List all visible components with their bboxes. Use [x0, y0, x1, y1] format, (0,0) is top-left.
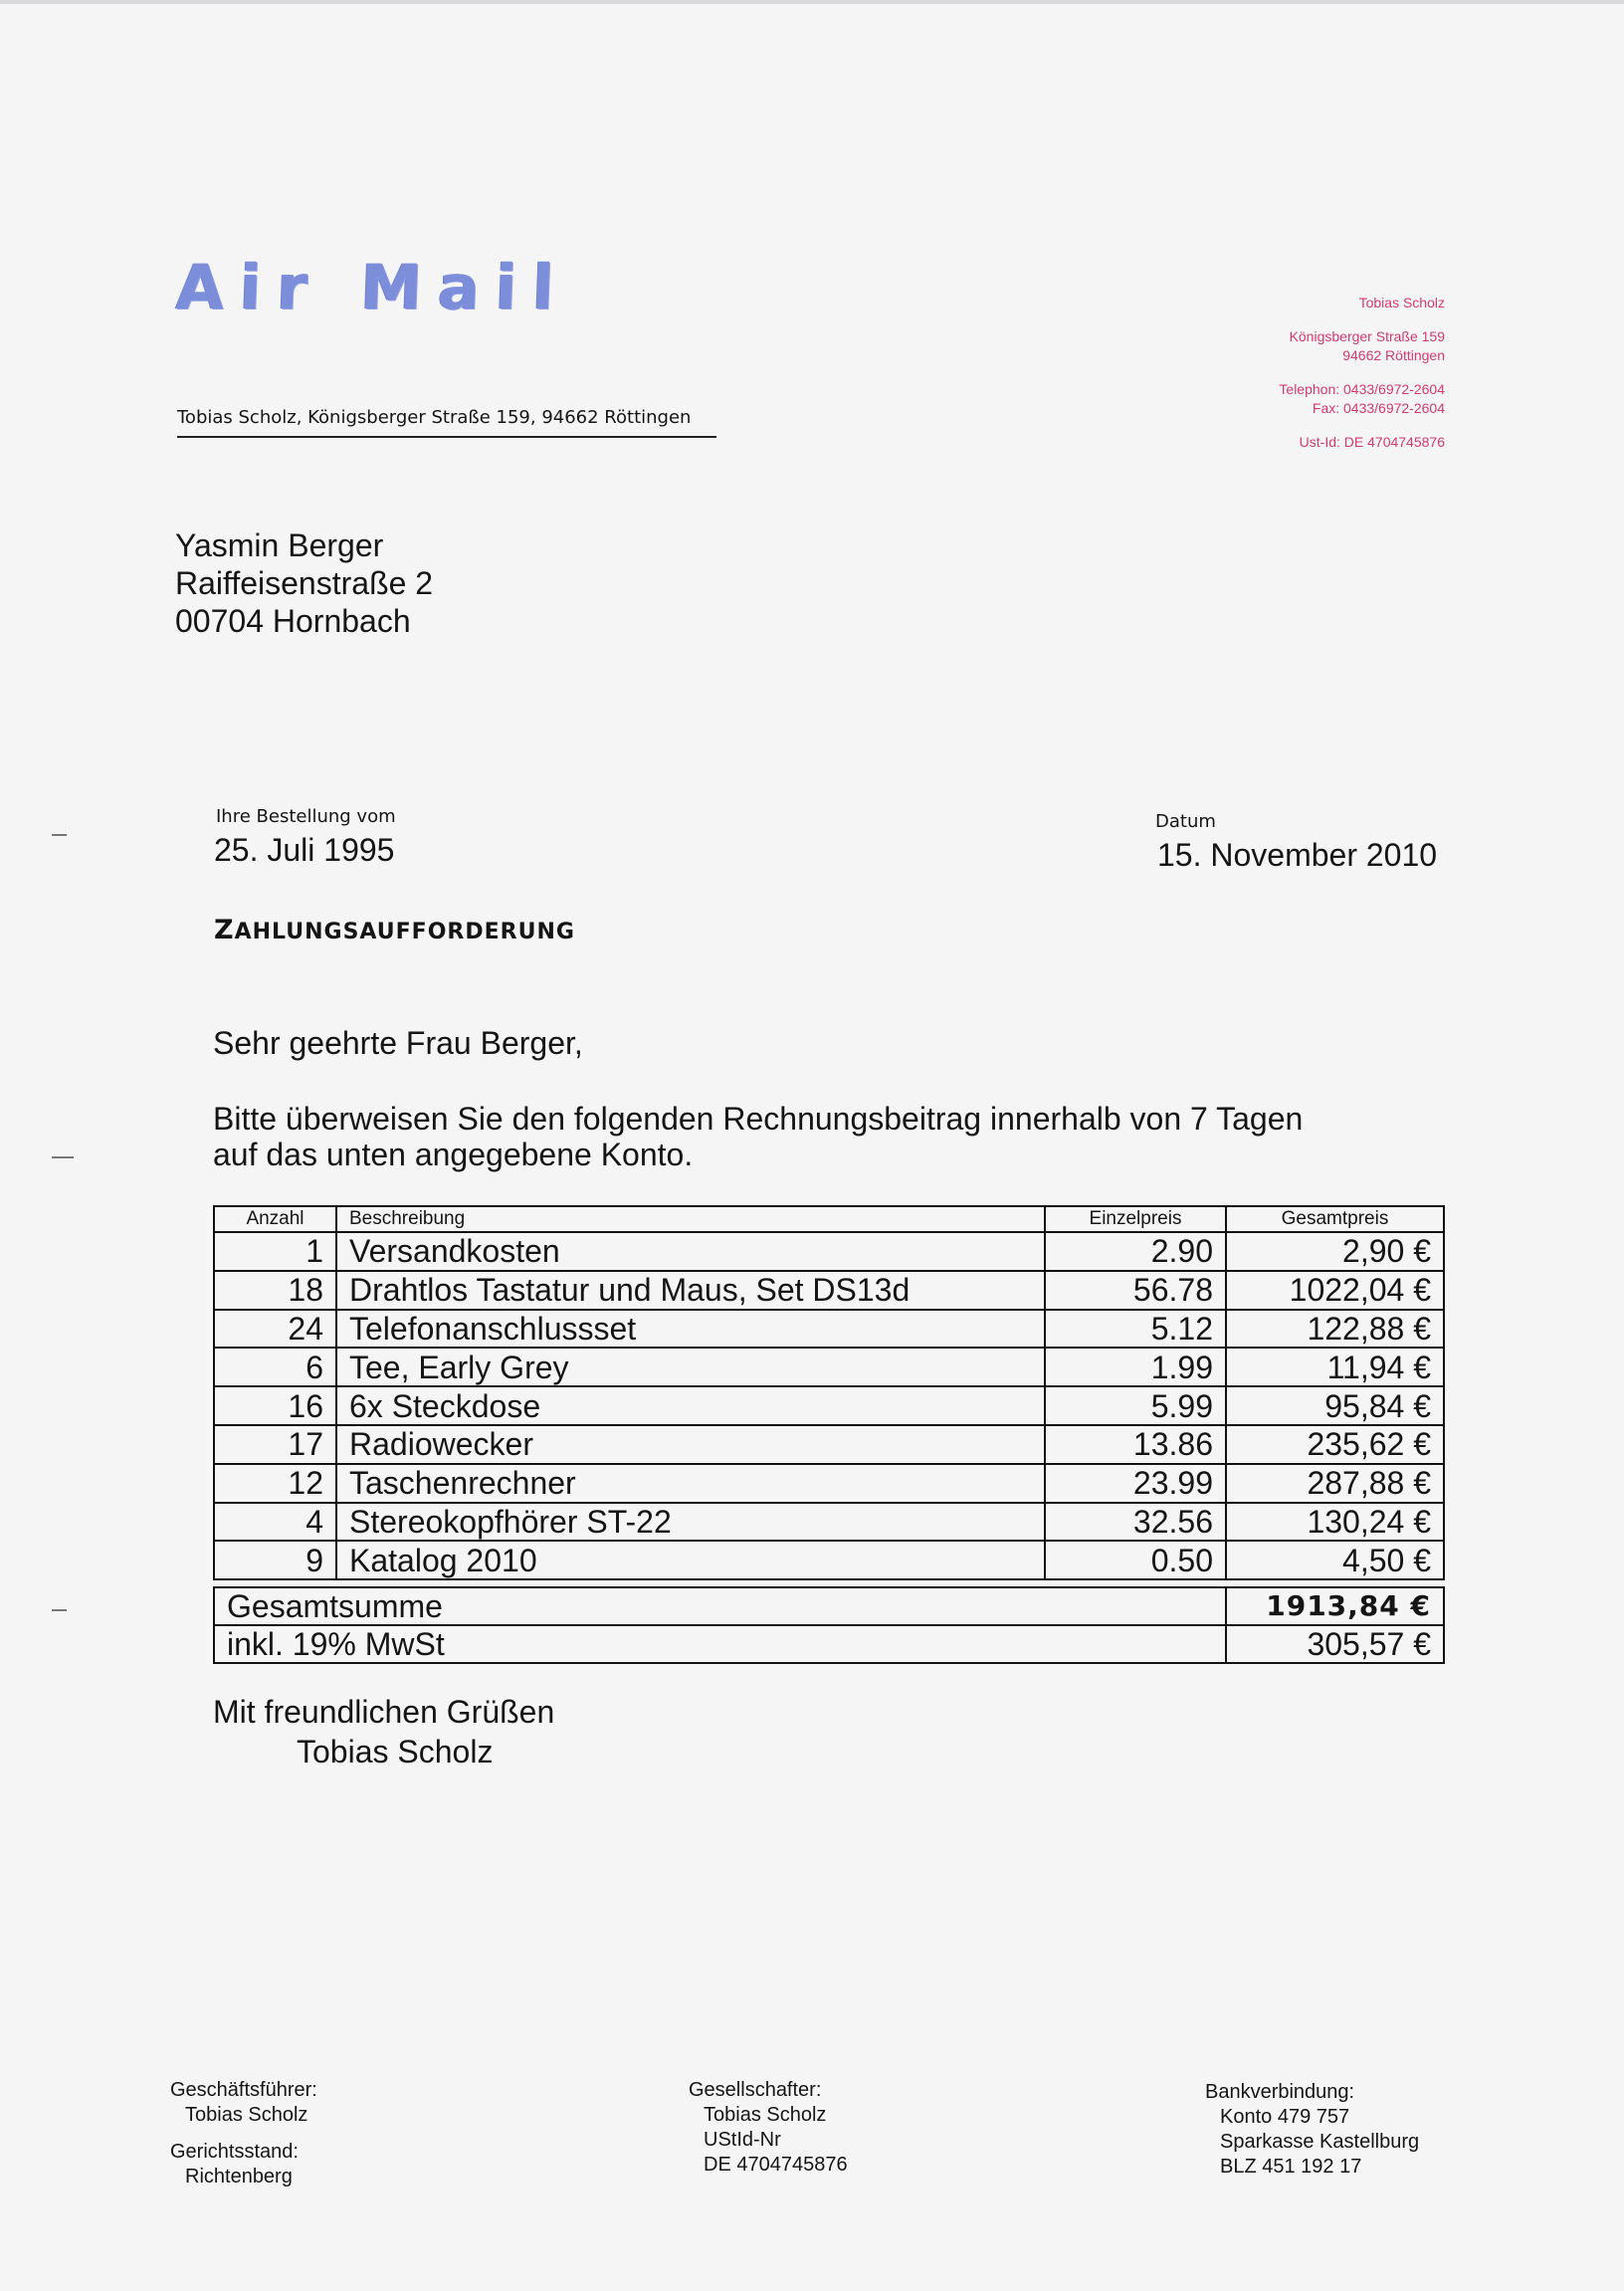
invoice-row: [214, 1386, 1444, 1425]
quantity-cell: 4: [214, 1503, 336, 1542]
recipient-name: Yasmin Berger: [175, 527, 384, 563]
total-price-cell: 122,88 €: [1226, 1310, 1444, 1349]
total-price-cell: 130,24 €: [1226, 1503, 1444, 1542]
bank-name: Sparkasse Kastellburg: [1220, 2131, 1420, 2153]
bank-label: Bankverbindung:: [1205, 2081, 1355, 2103]
invoice-row: [214, 1348, 1444, 1386]
letterhead-spacer: [1146, 312, 1445, 327]
unit-price-cell: 13.86: [1045, 1425, 1226, 1464]
body-line-1: Bitte überweisen Sie den folgenden Rechnungsbeitrag innerhalb von 7 Tagen: [213, 1101, 1304, 1137]
invoice-row: [214, 1541, 1444, 1579]
description-cell: Radiowecker: [336, 1425, 1045, 1464]
invoice-row: [214, 1464, 1444, 1503]
letterhead-spacer: [1146, 365, 1445, 380]
unit-price-cell: 32.56: [1045, 1503, 1226, 1542]
managing-director: Tobias Scholz: [185, 2104, 308, 2126]
total-price-cell: 287,88 €: [1226, 1464, 1444, 1503]
scan-edge: [0, 0, 1624, 4]
vat-label: inkl. 19% MwSt: [214, 1625, 1226, 1663]
invoice-row: [214, 1503, 1444, 1542]
greeting: Sehr geehrte Frau Berger,: [213, 1025, 583, 1061]
recipient-address: [175, 526, 433, 640]
unit-price-cell: 2.90: [1045, 1232, 1226, 1271]
letter-closing: [213, 1692, 554, 1771]
letterhead-telephone: Telephon: 0433/6972-2604: [1279, 381, 1445, 397]
description-cell: Stereokopfhörer ST-22: [336, 1503, 1045, 1542]
shareholder-label: Gesellschafter:: [689, 2079, 822, 2101]
court-label: Gerichtsstand:: [170, 2141, 299, 2163]
bank-code: BLZ 451 192 17: [1220, 2156, 1362, 2178]
description-cell: Tee, Early Grey: [336, 1348, 1045, 1386]
bank-account: Konto 479 757: [1220, 2106, 1350, 2128]
order-date-label: Ihre Bestellung vom: [216, 806, 396, 827]
company-letterhead: [1146, 294, 1445, 452]
vat-value: 305,57 €: [1226, 1625, 1444, 1663]
description-cell: Taschenrechner: [336, 1464, 1045, 1503]
quantity-cell: 17: [214, 1425, 336, 1464]
letterhead-fax: Fax: 0433/6972-2604: [1312, 400, 1445, 416]
unit-price-cell: 23.99: [1045, 1464, 1226, 1503]
total-price-cell: 235,62 €: [1226, 1425, 1444, 1464]
document-subject: [214, 915, 575, 945]
letterhead-street: Königsberger Straße 159: [1289, 328, 1445, 344]
quantity-cell: 18: [214, 1271, 336, 1310]
footer-vat-label: UStId-Nr: [704, 2129, 781, 2151]
letterhead-vat: Ust-Id: DE 4704745876: [1299, 434, 1445, 450]
unit-price-cell: 56.78: [1045, 1271, 1226, 1310]
unit-price-cell: 0.50: [1045, 1541, 1226, 1579]
court: Richtenberg: [185, 2166, 293, 2187]
total-price-cell: 2,90 €: [1226, 1232, 1444, 1271]
unit-price-header: Einzelpreis: [1045, 1206, 1226, 1232]
description-cell: Versandkosten: [336, 1232, 1045, 1271]
closing-phrase: Mit freundlichen Grüßen: [213, 1694, 555, 1730]
total-price-cell: 95,84 €: [1226, 1386, 1444, 1425]
invoice-row: [214, 1425, 1444, 1464]
subject-initial: Z: [214, 915, 235, 945]
document-date-label: Datum: [1155, 811, 1216, 832]
footer-bank: [1205, 2080, 1419, 2180]
letterhead-name: Tobias Scholz: [1358, 295, 1445, 311]
description-cell: 6x Steckdose: [336, 1386, 1045, 1425]
invoice-totals: [213, 1586, 1445, 1664]
footer-spacer: [170, 2128, 317, 2140]
footer-vat: DE 4704745876: [704, 2154, 848, 2176]
shareholder: Tobias Scholz: [704, 2104, 827, 2126]
total-price-cell: 1022,04 €: [1226, 1271, 1444, 1310]
quantity-cell: 24: [214, 1310, 336, 1349]
subject-rest: AHLUNGSAUFFORDERUNG: [234, 920, 575, 944]
description-cell: Telefonanschlussset: [336, 1310, 1045, 1349]
invoice-row: [214, 1271, 1444, 1310]
quantity-cell: 12: [214, 1464, 336, 1503]
letterhead-spacer: [1146, 418, 1445, 433]
vat-row: [214, 1625, 1444, 1663]
invoice-header-row: [214, 1206, 1444, 1232]
grand-total-row: [214, 1587, 1444, 1625]
description-cell: Drahtlos Tastatur und Maus, Set DS13d: [336, 1271, 1045, 1310]
recipient-city: 00704 Hornbach: [175, 603, 411, 639]
invoice-row: [214, 1310, 1444, 1349]
footer-management: [170, 2078, 317, 2189]
total-price-cell: 11,94 €: [1226, 1348, 1444, 1386]
signature-name: Tobias Scholz: [297, 1734, 494, 1770]
description-cell: Katalog 2010: [336, 1541, 1045, 1579]
air-mail-stamp: Air Mail: [174, 251, 571, 323]
invoice-row: [214, 1232, 1444, 1271]
unit-price-cell: 1.99: [1045, 1348, 1226, 1386]
grand-total-label: Gesamtsumme: [214, 1587, 1226, 1625]
fold-mark-bottom: [52, 1609, 67, 1611]
body-line-2: auf das unten angegebene Konto.: [213, 1137, 694, 1172]
unit-price-cell: 5.12: [1045, 1310, 1226, 1349]
invoice-table: [213, 1205, 1445, 1580]
letterhead-city: 94662 Röttingen: [1342, 347, 1445, 363]
footer-shareholders: [689, 2078, 848, 2178]
quantity-cell: 9: [214, 1541, 336, 1579]
order-date: 25. Juli 1995: [214, 832, 395, 868]
managing-director-label: Geschäftsführer:: [170, 2079, 317, 2101]
payment-request-text: [213, 1101, 1467, 1172]
quantity-header: Anzahl: [214, 1206, 336, 1232]
grand-total-value: 1913,84 €: [1226, 1587, 1444, 1625]
quantity-cell: 16: [214, 1386, 336, 1425]
document-date: 15. November 2010: [1157, 837, 1438, 873]
quantity-cell: 6: [214, 1348, 336, 1386]
description-header: Beschreibung: [336, 1206, 1045, 1232]
quantity-cell: 1: [214, 1232, 336, 1271]
recipient-street: Raiffeisenstraße 2: [175, 565, 434, 601]
sender-return-address: Tobias Scholz, Königsberger Straße 159, 94662 Röttingen: [177, 407, 716, 438]
punch-mark: [52, 1156, 74, 1158]
fold-mark-top: [52, 834, 67, 836]
total-price-cell: 4,50 €: [1226, 1541, 1444, 1579]
unit-price-cell: 5.99: [1045, 1386, 1226, 1425]
total-price-header: Gesamtpreis: [1226, 1206, 1444, 1232]
